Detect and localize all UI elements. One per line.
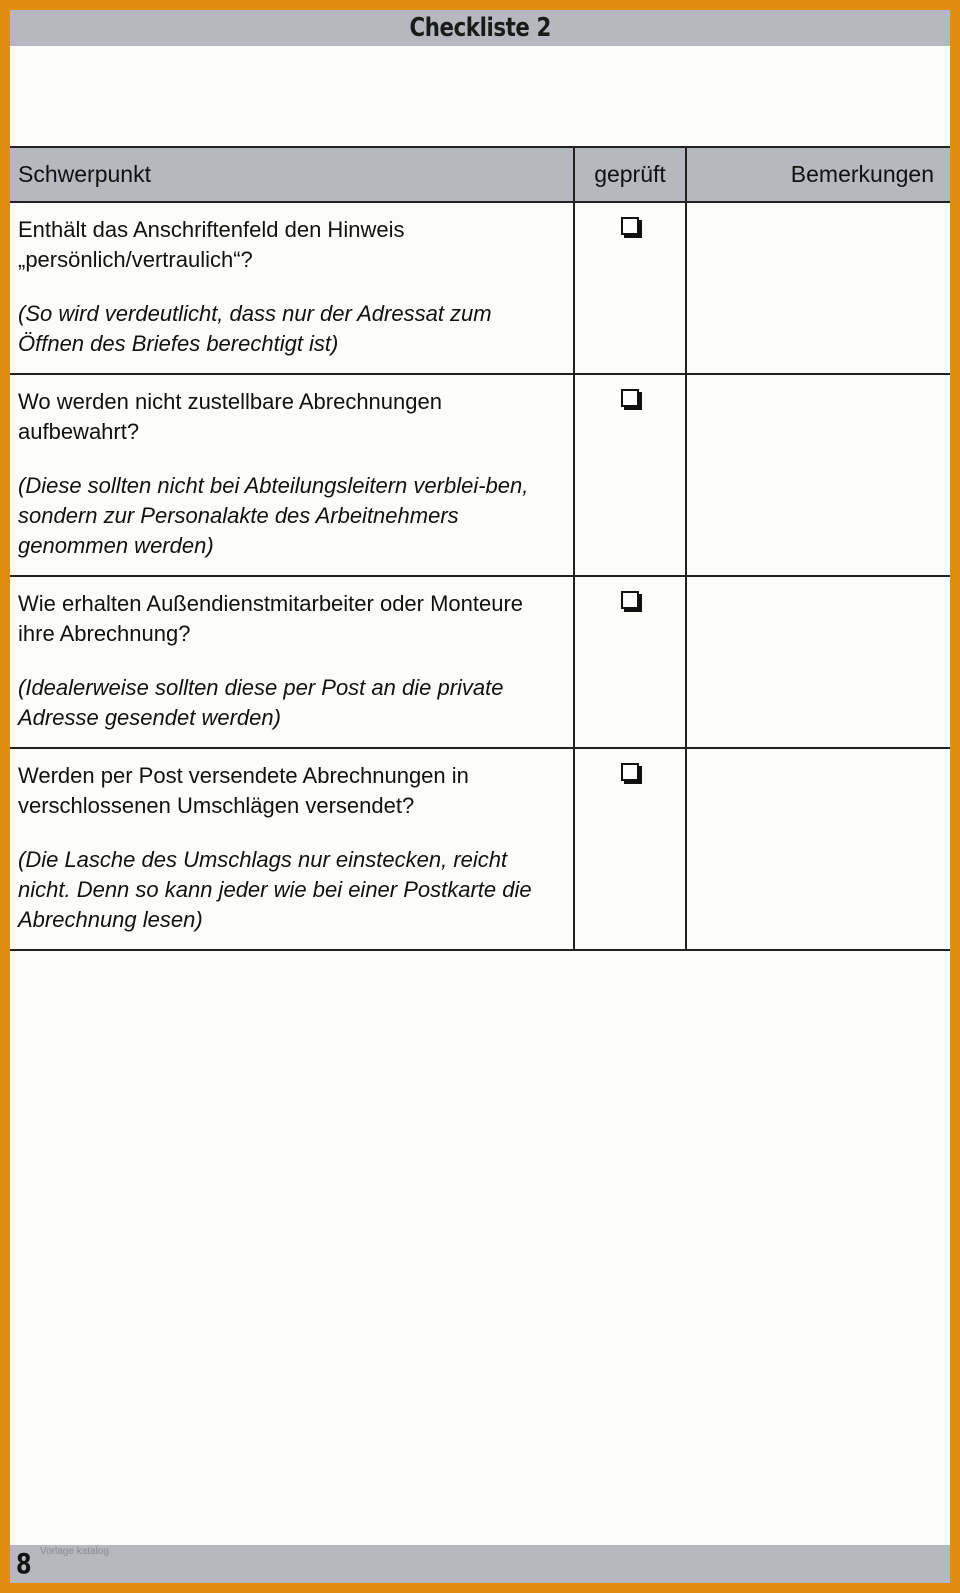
question-cell bbox=[10, 576, 574, 748]
header-remarks: Bemerkungen bbox=[686, 147, 950, 202]
question-text: Wo werden nicht zustellbare Abrechnungen aufbewahrt? bbox=[18, 389, 442, 444]
page-title: Checkliste 2 bbox=[409, 13, 551, 43]
question-cell bbox=[10, 374, 574, 576]
question-cell bbox=[10, 748, 574, 950]
checked-cell bbox=[574, 202, 686, 374]
question-text: Enthält das Anschriftenfeld den Hinweis „persönlich/vertraulich“? bbox=[18, 217, 405, 272]
question-text: Werden per Post versendete Abrechnungen in verschlossenen Umschlägen versendet? bbox=[18, 763, 469, 818]
checkbox[interactable] bbox=[621, 217, 639, 235]
checkbox[interactable] bbox=[621, 591, 639, 609]
header-checked: geprüft bbox=[574, 147, 686, 202]
question-text: Wie erhalten Außendienstmitarbeiter oder Monteure ihre Abrechnung? bbox=[18, 591, 524, 646]
remarks-cell[interactable] bbox=[686, 202, 950, 374]
checkbox[interactable] bbox=[621, 389, 639, 407]
note-text: (Die Lasche des Umschlags nur einstecken, reicht nicht. Denn so kann jeder wie bei einer Postkarte die Abrechnung lesen) bbox=[18, 847, 532, 932]
page bbox=[10, 10, 950, 1583]
table-row bbox=[10, 374, 950, 576]
page-number: 8 bbox=[16, 1547, 32, 1580]
watermark-text: Vorlage katalog bbox=[40, 1546, 109, 1557]
note-text: (Diese sollten nicht bei Abteilungsleitern verblei-ben, sondern zur Personalakte des Arbeitnehmers genommen werden) bbox=[18, 473, 529, 558]
checked-cell bbox=[574, 748, 686, 950]
checked-cell bbox=[574, 576, 686, 748]
checkbox[interactable] bbox=[621, 763, 639, 781]
note-text: (Idealerweise sollten diese per Post an die private Adresse gesendet werden) bbox=[18, 675, 504, 730]
remarks-cell[interactable] bbox=[686, 748, 950, 950]
note-text: (So wird verdeutlicht, dass nur der Adressat zum Öffnen des Briefes berechtigt ist) bbox=[18, 301, 492, 356]
checked-cell bbox=[574, 374, 686, 576]
table-header-row bbox=[10, 147, 950, 202]
remarks-cell[interactable] bbox=[686, 576, 950, 748]
table-row bbox=[10, 202, 950, 374]
table-row bbox=[10, 748, 950, 950]
title-bar bbox=[10, 10, 950, 46]
table-row bbox=[10, 576, 950, 748]
checklist-table bbox=[10, 146, 950, 951]
question-cell bbox=[10, 202, 574, 374]
remarks-cell[interactable] bbox=[686, 374, 950, 576]
header-focus: Schwerpunkt bbox=[10, 147, 574, 202]
footer-bar bbox=[10, 1545, 950, 1583]
